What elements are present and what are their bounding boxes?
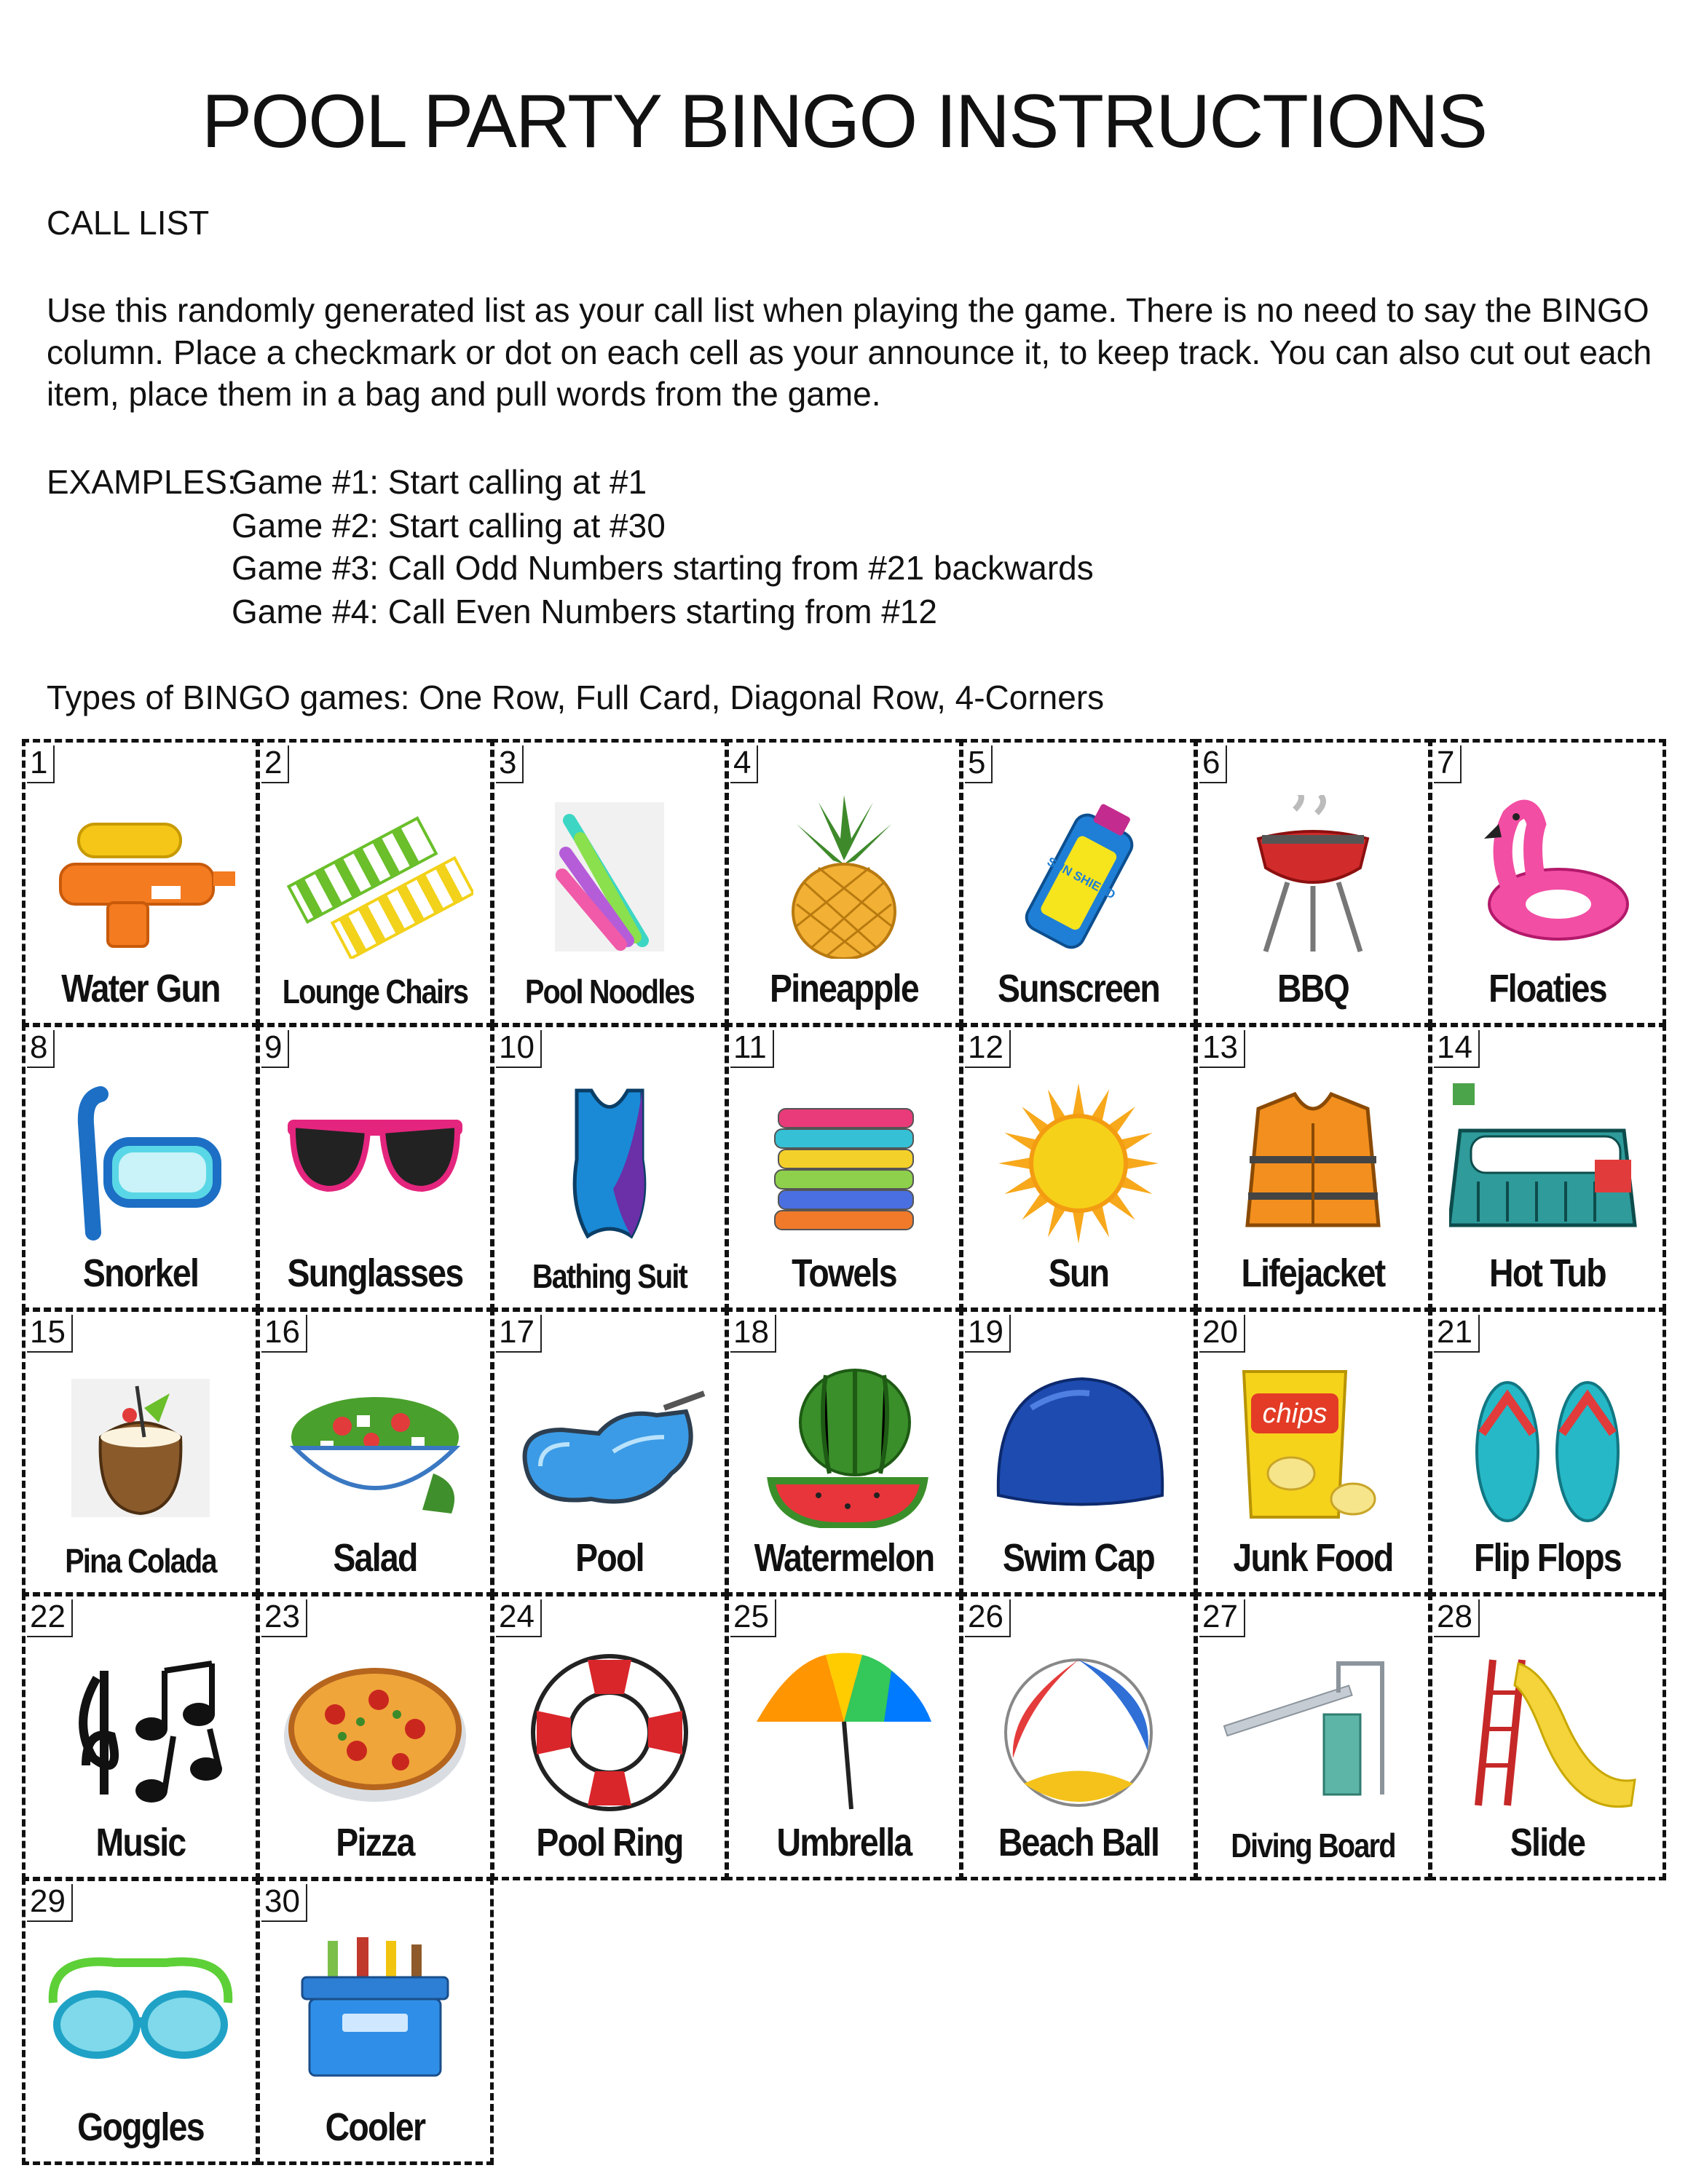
bingo-call-grid (22, 739, 1669, 2172)
beach-ball-icon (980, 1649, 1177, 1813)
cell-label: Pina Colada (65, 1542, 216, 1580)
cell-number: 4 (730, 745, 758, 783)
bingo-cell-snorkel (22, 1024, 259, 1311)
cell-number: 2 (261, 745, 289, 783)
cell-number: 17 (496, 1315, 542, 1353)
cell-label: Hot Tub (1489, 1251, 1606, 1295)
cell-number: 6 (1199, 745, 1227, 783)
water-gun-icon (42, 795, 239, 959)
swim-cap-icon (980, 1364, 1177, 1528)
bingo-cell-salad (256, 1308, 494, 1596)
cell-number: 7 (1434, 745, 1462, 783)
bottle-label: SUN SHIELD (1044, 854, 1118, 902)
sunscreen-icon (980, 795, 1177, 959)
bingo-cell-slide (1429, 1593, 1666, 1880)
cell-number: 15 (27, 1315, 73, 1353)
cell-number: 12 (965, 1030, 1011, 1068)
cell-label: Music (95, 1821, 186, 1864)
flamingo-float-icon (1449, 795, 1646, 959)
cell-label: Snorkel (82, 1251, 199, 1295)
watermelon-icon (746, 1364, 942, 1528)
lifejacket-icon (1215, 1080, 1411, 1243)
cell-label: Sunscreen (998, 967, 1159, 1010)
cell-number: 29 (27, 1884, 73, 1922)
bingo-cell-umbrella (725, 1593, 963, 1880)
slide-icon (1449, 1649, 1646, 1813)
cell-label: Goggles (77, 2105, 204, 2149)
cell-number: 21 (1434, 1315, 1480, 1353)
call-list-heading: CALL LIST (47, 204, 210, 242)
bingo-cell-cooler (256, 1878, 494, 2165)
cell-label: BBQ (1277, 967, 1349, 1010)
cell-number: 3 (496, 745, 524, 783)
page-title: POOL PARTY BINGO INSTRUCTIONS (201, 79, 1487, 164)
bingo-cell-bathing-suit (491, 1024, 728, 1311)
cell-number: 27 (1199, 1599, 1245, 1637)
bingo-cell-pina-colada (22, 1308, 259, 1596)
sunglasses-icon (277, 1080, 473, 1243)
cell-number: 16 (261, 1315, 307, 1353)
cell-number: 25 (730, 1599, 776, 1637)
cell-label: Flip Flops (1473, 1536, 1622, 1580)
cell-label: Water Gun (61, 967, 220, 1010)
cell-number: 14 (1434, 1030, 1480, 1068)
bingo-cell-sunscreen (960, 739, 1197, 1026)
chips-icon (1215, 1364, 1411, 1528)
flip-flops-icon (1449, 1364, 1646, 1528)
cell-number: 26 (965, 1599, 1011, 1637)
cell-label: Watermelon (754, 1536, 934, 1580)
cell-label: Diving Board (1231, 1827, 1395, 1864)
pizza-icon (277, 1649, 473, 1813)
cell-number: 10 (496, 1030, 542, 1068)
cell-label: Pool Noodles (524, 973, 695, 1010)
music-notes-icon (42, 1649, 239, 1813)
bingo-cell-goggles (22, 1878, 259, 2165)
cell-label: Cooler (325, 2105, 425, 2149)
bingo-cell-beach-ball (960, 1593, 1197, 1880)
bingo-cell-pizza (256, 1593, 494, 1880)
cell-label: Salad (333, 1536, 417, 1580)
cell-number: 5 (965, 745, 993, 783)
bingo-cell-hot-tub (1429, 1024, 1666, 1311)
pool-ring-icon (511, 1649, 708, 1813)
goggles-icon (42, 1934, 239, 2097)
cell-number: 24 (496, 1599, 542, 1637)
bingo-cell-pineapple (725, 739, 963, 1026)
lounge-chairs-icon (277, 795, 473, 959)
example-game-2: Game #2: Start calling at #30 (232, 507, 666, 545)
cell-label: Lounge Chairs (282, 973, 468, 1010)
cell-number: 1 (27, 745, 55, 783)
bingo-cell-sunglasses (256, 1024, 494, 1311)
examples-label: EXAMPLES: (47, 463, 237, 501)
cell-number: 18 (730, 1315, 776, 1353)
bingo-cell-diving-board (1194, 1593, 1432, 1880)
hot-tub-icon (1449, 1080, 1646, 1243)
bingo-cell-pool-ring (491, 1593, 728, 1880)
snorkel-icon (42, 1080, 239, 1243)
pineapple-icon (746, 795, 942, 959)
sun-icon (980, 1080, 1177, 1243)
bathing-suit-icon (511, 1080, 708, 1243)
bingo-cell-pool (491, 1308, 728, 1596)
cell-number: 30 (261, 1884, 307, 1922)
bingo-cell-bbq (1194, 739, 1432, 1026)
cell-number: 8 (27, 1030, 55, 1068)
example-game-1: Game #1: Start calling at #1 (232, 463, 647, 501)
bingo-cell-music (22, 1593, 259, 1880)
pool-icon (511, 1364, 708, 1528)
bingo-cell-flip-flops (1429, 1308, 1666, 1596)
cell-number: 19 (965, 1315, 1011, 1353)
cell-label: Pool Ring (536, 1821, 683, 1864)
cell-label: Beach Ball (998, 1821, 1159, 1864)
cell-number: 11 (730, 1030, 774, 1068)
instructions-paragraph: Use this randomly generated list as your call list when playing the game. There is no need to say the BINGO column. Place a checkmark or dot on each cell as your announce it, to keep track. You can also cut out each item, place them in a bag and pull words from the game. (47, 291, 1652, 413)
bbq-icon (1215, 795, 1411, 959)
pool-noodles-icon (511, 795, 708, 959)
cell-label: Floaties (1488, 967, 1606, 1010)
salad-icon (277, 1364, 473, 1528)
cell-label: Umbrella (776, 1821, 912, 1864)
example-game-3: Game #3: Call Odd Numbers starting from #21 backwards (232, 549, 1094, 587)
umbrella-icon (746, 1649, 942, 1813)
bingo-cell-floaties (1429, 739, 1666, 1026)
cell-label: Sun (1048, 1251, 1109, 1295)
bingo-cell-junk-food (1194, 1308, 1432, 1596)
pina-colada-icon (42, 1364, 239, 1528)
cell-label: Sunglasses (287, 1251, 463, 1295)
cell-label: Junk Food (1233, 1536, 1393, 1580)
bingo-cell-swim-cap (960, 1308, 1197, 1596)
bingo-cell-watermelon (725, 1308, 963, 1596)
cell-label: Pineapple (770, 967, 918, 1010)
chips-bag-text: chips (1262, 1398, 1328, 1429)
cell-number: 20 (1199, 1315, 1245, 1353)
bingo-cell-sun (960, 1024, 1197, 1311)
cell-label: Swim Cap (1002, 1536, 1155, 1580)
cell-number: 28 (1434, 1599, 1480, 1637)
cell-label: Pool (575, 1536, 644, 1580)
cell-label: Slide (1510, 1821, 1585, 1864)
game-types-line: Types of BINGO games: One Row, Full Card, Diagonal Row, 4-Corners (47, 678, 1105, 716)
towels-icon (746, 1080, 942, 1243)
cell-label: Bathing Suit (532, 1257, 687, 1295)
cell-number: 9 (261, 1030, 289, 1068)
cell-number: 13 (1199, 1030, 1245, 1068)
cell-number: 22 (27, 1599, 73, 1637)
cooler-icon (277, 1934, 473, 2097)
cell-label: Pizza (336, 1821, 414, 1864)
cell-label: Towels (792, 1251, 896, 1295)
bingo-cell-water-gun (22, 739, 259, 1026)
diving-board-icon (1215, 1649, 1411, 1813)
bingo-cell-pool-noodles (491, 739, 728, 1026)
bingo-cell-towels (725, 1024, 963, 1311)
cell-label: Lifejacket (1241, 1251, 1385, 1295)
bingo-cell-lifejacket (1194, 1024, 1432, 1311)
bingo-cell-lounge-chairs (256, 739, 494, 1026)
example-game-4: Game #4: Call Even Numbers starting from #12 (232, 593, 937, 630)
cell-number: 23 (261, 1599, 307, 1637)
